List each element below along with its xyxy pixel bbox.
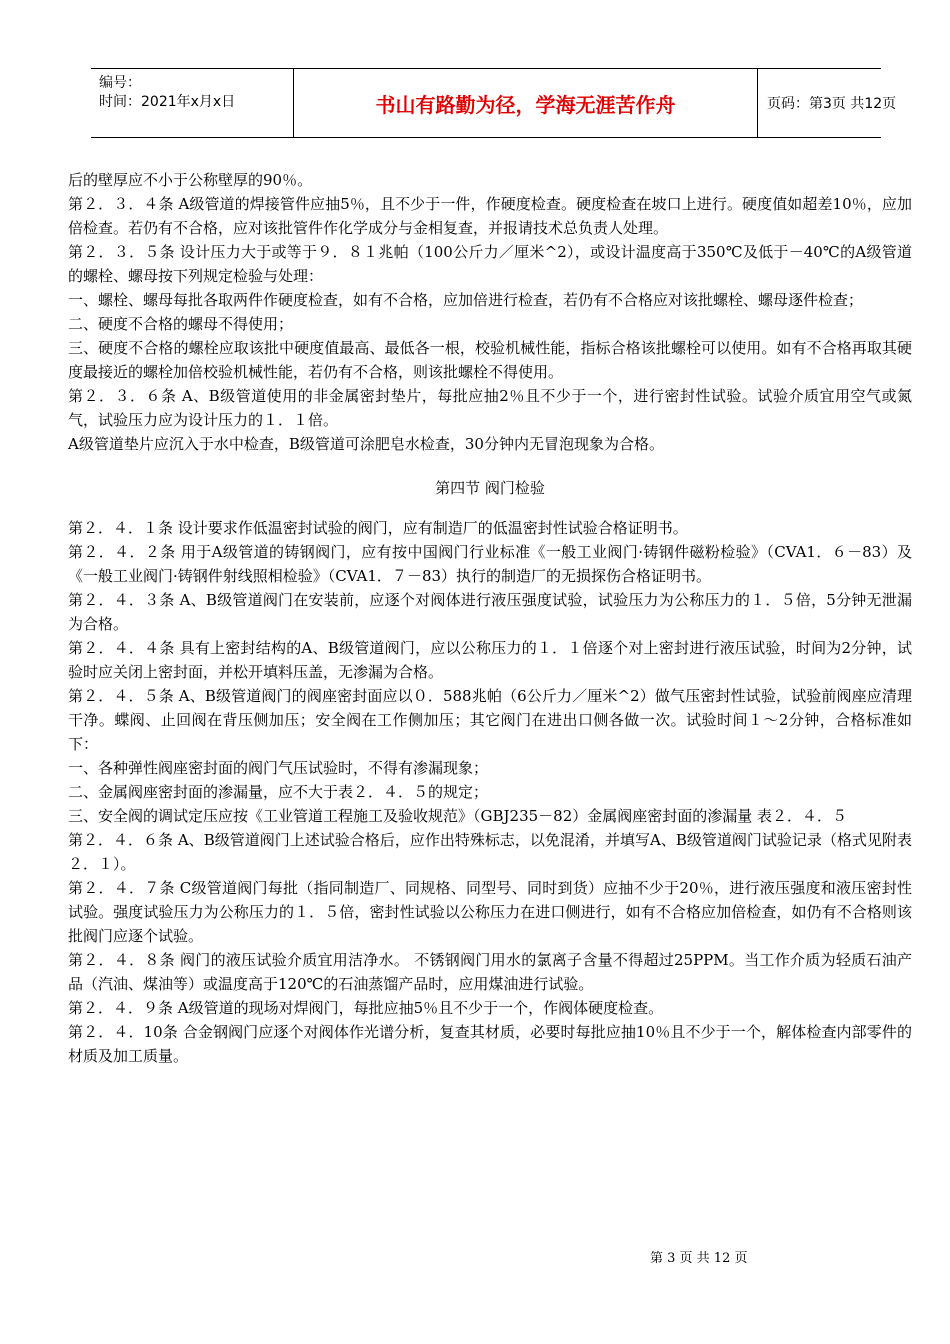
page-footer: 第 3 页 共 12 页 [650,1251,748,1266]
paragraph: 一、螺栓、螺母每批各取两件作硬度检查，如有不合格，应加倍进行检查，若仍有不合格应对该批螺栓、螺母逐件检查； [68,291,864,309]
page-header [91,68,897,138]
paragraph: 第２．４．１条 设计要求作低温密封试验的阀门，应有制造厂的低温密封性试验合格证明书。 [68,519,688,537]
paragraph: 第２．４．９条 A级管道的现场对焊阀门，每批应抽5％且不少于一个，作阀体硬度检查。 [68,999,664,1017]
paragraph: 第２．４．10条 合金钢阀门应逐个对阀体作光谱分析，复查其材质，必要时每批应抽10％且不少于一个，解体检查内部零件的材质及加工质量。 [68,1023,912,1065]
paragraphs-after-section [68,516,912,1068]
document-number-label: 编号： [99,75,141,91]
paragraph: 第２．４．８条 阀门的液压试验介质宜用洁净水。 不锈钢阀门用水的氯离子含量不得超过25PPM。当工作介质为轻质石油产品（汽油、煤油等）或温度高于120℃的石油蒸馏产品时，应用煤油进行试验。 [68,951,912,993]
paragraph: 第２．３．５条 设计压力大于或等于９．８１兆帕（100公斤力／厘米^2），或设计温度高于350℃及低于－40℃的A级管道的螺栓、螺母按下列规定检验与处理： [68,243,912,285]
paragraph: 第２．４．３条 A、B级管道阀门在安装前，应逐个对阀体进行液压强度试验，试验压力为公称压力的１．５倍，5分钟无泄漏为合格。 [68,591,912,633]
document-body [68,168,912,1068]
paragraph: 一、各种弹性阀座密封面的阀门气压试验时，不得有渗漏现象； [68,759,489,777]
paragraph: 第２．３．６条 A、B级管道使用的非金属密封垫片，每批应抽2％且不少于一个，进行密封性试验。试验介质宜用空气或氮气，试验压力应为设计压力的１．１倍。 [68,387,912,429]
paragraph: 三、硬度不合格的螺栓应取该批中硬度值最高、最低各一根，校验机械性能，指标合格该批螺栓可以使用。如有不合格再取其硬度最接近的螺栓加倍校验机械性能，若仍有不合格，则该批螺栓不得使用。 [68,339,912,381]
paragraph: 第２．３．４条 A级管道的焊接管件应抽5％，且不少于一件，作硬度检查。硬度检查在坡口上进行。硬度值如超差10％，应加倍检查。若仍有不合格，应对该批管件作化学成分与金相复查，并报请技术总负责人处理。 [68,195,912,237]
paragraph: 第２．４．４条 具有上密封结构的A、B级管道阀门，应以公称压力的１．１倍逐个对上密封进行液压试验，时间为2分钟，试验时应关闭上密封面，并松开填料压盖，无渗漏为合格。 [68,639,912,681]
paragraph: 第２．４．５条 A、B级管道阀门的阀座密封面应以０．588兆帕（6公斤力／厘米^2）做气压密封性试验，试验前阀座应清理干净。蝶阀、止回阀在背压侧加压；安全阀在工作侧加压；其它阀门在进出口侧各做一次。试验时间１～2分钟，合格标准如下： [68,687,912,753]
paragraph: 第２．４．２条 用于A级管道的铸钢阀门，应有按中国阀门行业标准《一般工业阀门·铸钢件磁粉检验》（CVA1．６－83）及《一般工业阀门·铸钢件射线照相检验》（CVA1．７－83）执行的制造厂的无损探伤合格证明书。 [68,543,912,585]
header-page-info: 页码：第3页 共12页 [767,96,897,112]
paragraph: 二、硬度不合格的螺母不得使用； [68,315,294,333]
document-time-label: 时间：2021年x月x日 [99,94,236,110]
paragraphs-before-section [68,168,912,456]
paragraph: 第２．４．６条 A、B级管道阀门上述试验合格后，应作出特殊标志，以免混淆，并填写A、B级管道阀门试验记录（格式见附表２．１）。 [68,831,912,873]
paragraph: A级管道垫片应沉入于水中检查，B级管道可涂肥皂水检查，30分钟内无冒泡现象为合格。 [68,435,664,453]
paragraph: 二、金属阀座密封面的渗漏量，应不大于表２．４．５的规定； [68,783,489,801]
header-meta-cell [91,69,294,137]
section-title: 第四节 阀门检验 [435,479,545,497]
paragraph: 后的壁厚应不小于公称壁厚的90％。 [68,171,313,189]
paragraph: 第２．４．７条 C级管道阀门每批（指同制造厂、同规格、同型号、同时到货）应抽不少于20％，进行液压强度和液压密封性试验。强度试验压力为公称压力的１．５倍，密封性试验以公称压力在进口侧进行，如有不合格应加倍检查，如仍有不合格则该批阀门应逐个试验。 [68,879,912,945]
paragraph: 三、安全阀的调试定压应按《工业管道工程施工及验收规范》（GBJ235－82）金属阀座密封面的渗漏量 表２．４．５ [68,807,848,825]
header-motto: 书山有路勤为径，学海无涯苦作舟 [294,69,758,137]
